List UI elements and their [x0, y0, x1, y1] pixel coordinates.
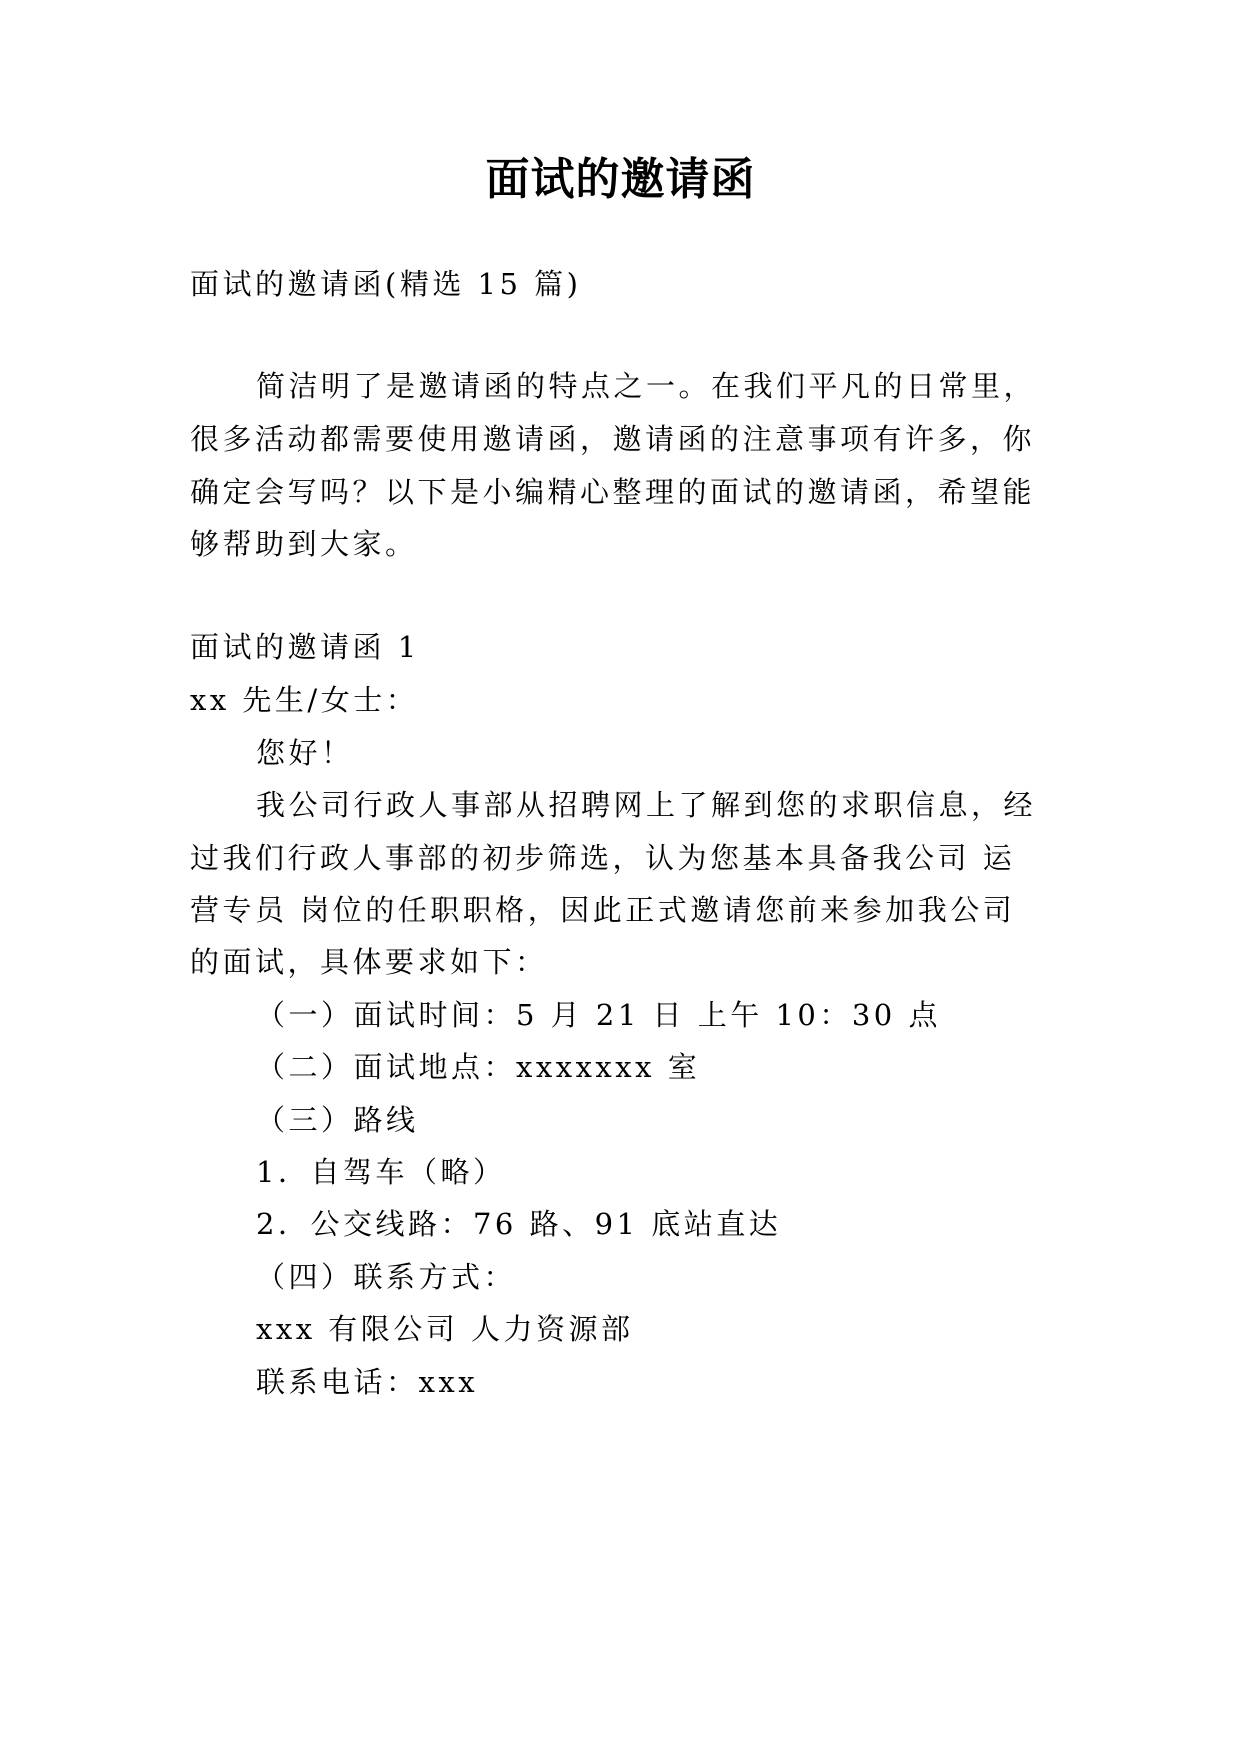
document-title: 面试的邀请函	[485, 154, 756, 205]
body-line: 营专员 岗位的任职职格，因此正式邀请您前来参加我公司	[190, 893, 1016, 927]
intro-line: 确定会写吗？以下是小编精心整理的面试的邀请函，希望能	[190, 475, 1036, 509]
salutation: xx 先生/女士：	[190, 683, 419, 717]
list-item: （三）路线	[256, 1103, 419, 1137]
body-line: 的面试，具体要求如下：	[190, 945, 548, 979]
intro-line: 够帮助到大家。	[190, 527, 418, 561]
body-line: 我公司行政人事部从招聘网上了解到您的求职信息，经	[256, 788, 1037, 822]
list-item: xxx 有限公司 人力资源部	[256, 1312, 634, 1346]
list-item: （一）面试时间：5 月 21 日 上午 10：30 点	[256, 998, 941, 1032]
list-item: 1．自驾车（略）	[256, 1155, 506, 1189]
list-item: 2．公交线路：76 路、91 底站直达	[256, 1207, 782, 1241]
document-subtitle: 面试的邀请函(精选 15 篇)	[190, 267, 582, 301]
intro-line: 简洁明了是邀请函的特点之一。在我们平凡的日常里，	[256, 369, 1037, 403]
list-item: （二）面试地点：xxxxxxx 室	[256, 1050, 701, 1084]
intro-line: 很多活动都需要使用邀请函，邀请函的注意事项有许多，你	[190, 422, 1036, 456]
section-heading: 面试的邀请函 1	[190, 630, 420, 664]
list-item: （四）联系方式：	[256, 1260, 517, 1294]
list-item: 联系电话：xxx	[256, 1365, 479, 1399]
body-line: 过我们行政人事部的初步筛选，认为您基本具备我公司 运	[190, 841, 1016, 875]
greeting: 您好！	[256, 736, 354, 770]
